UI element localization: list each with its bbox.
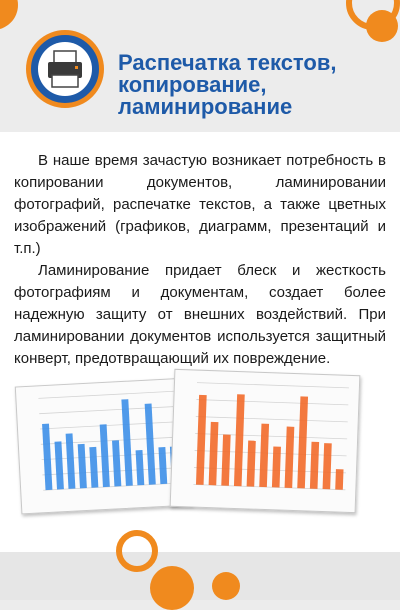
photo-orange-chart [170,369,361,513]
title-line-3: ламинирование [118,94,293,119]
title-line-1: Распечатка текстов, [118,50,337,75]
chart-bar [272,446,281,487]
header [0,0,400,132]
chart-bar [297,396,308,488]
chart-bar [158,447,167,484]
chart-bar [55,441,64,489]
logo-badge [26,30,104,108]
chart-bar [42,424,52,491]
photo-blue-chart [15,378,193,515]
chart-bar [247,441,256,487]
chart-bar [66,433,76,488]
content-card [0,132,400,552]
paragraph-1: В наше время зачастую возникает потребность в копировании документов, ламинировании фотографий, распечатке текстов, а также цветных изображений (графиков, диаграмм, презентаций и т.п.) [14,152,386,257]
printer-icon [38,42,92,96]
decor-circle-bottom-right [212,572,240,600]
page-title [118,52,398,118]
chart-bar [335,469,343,490]
paragraph-2: Ламинирование придает блеск и жесткость фотографиям и документам, создает более надежную защиту от внешних воздействий. При ламинировании документов используется защитный конверт, предотвращающий их повреждение. [14,262,386,367]
chart-bar [145,403,156,484]
chart-bar [234,394,245,486]
body-text [14,150,386,370]
bottom-band [0,552,400,600]
title-line-2: копирование, [118,72,267,97]
chart-bar [196,395,207,485]
chart-bar [310,442,319,489]
chart-bar [78,444,87,488]
chart-bar [89,447,98,488]
chart-bar [121,399,132,486]
chart-bar [323,443,332,489]
chart-bar [285,427,295,488]
chart-bar [221,435,230,486]
decor-ring-bottom [116,530,158,572]
orange-bar-chart-image [171,370,360,512]
blue-bar-chart-image [16,379,192,514]
decor-circle-bottom-left [150,566,194,610]
chart-bar [112,440,121,486]
chart-bar [209,422,219,485]
chart-bar [136,450,145,485]
chart-bar [259,424,269,487]
chart-bar [100,424,110,487]
